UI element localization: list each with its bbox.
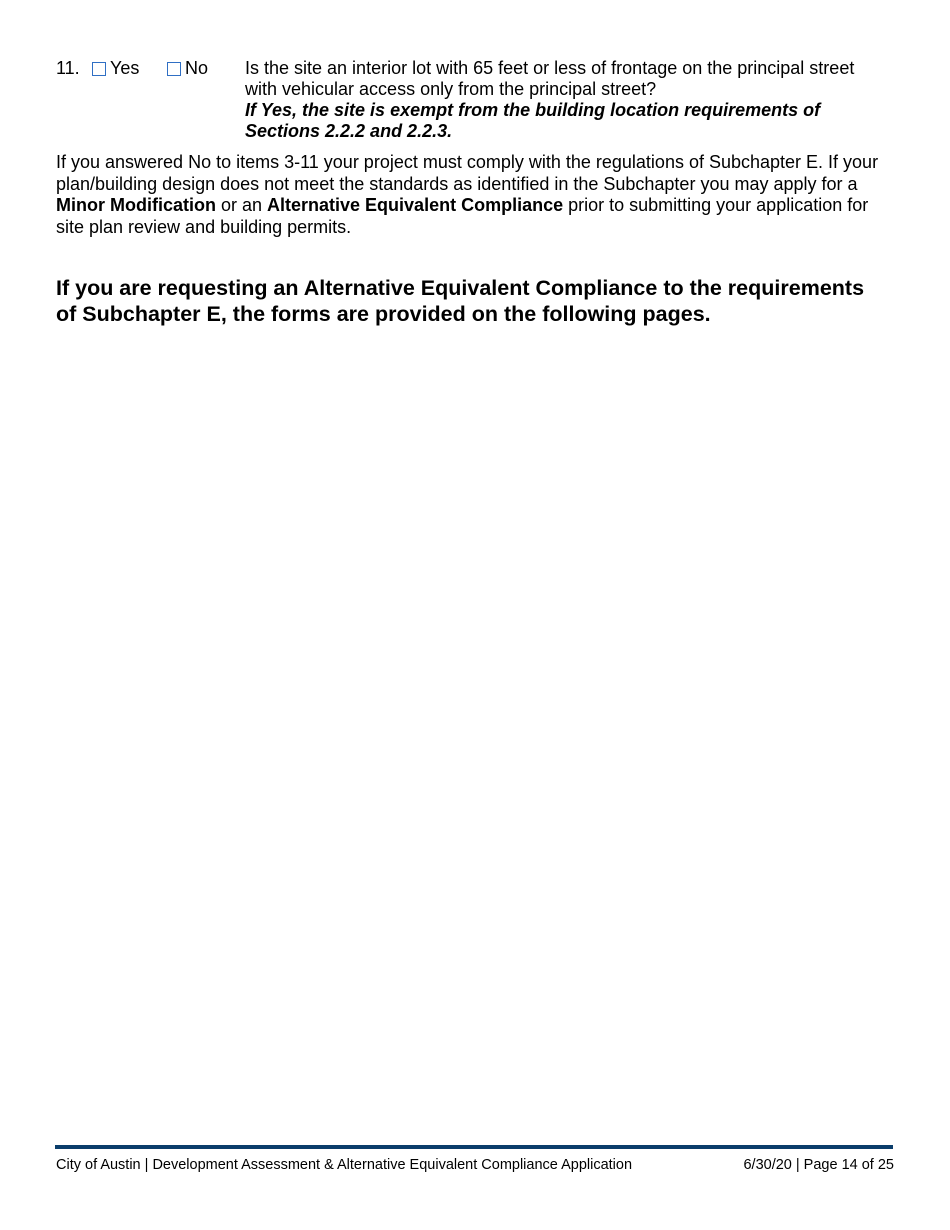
minor-modification-term: Minor Modification [56, 195, 216, 215]
yes-label: Yes [110, 58, 140, 78]
paragraph-part2: or an [215, 195, 268, 215]
question-11 [56, 58, 896, 142]
question-note-line1: If Yes, the site is exempt from the building location requirements of [245, 100, 821, 120]
question-note-line2: Sections 2.2.2 and 2.2.3. [245, 121, 453, 141]
paragraph-part3: prior to submitting your application for site plan review and building permits. [56, 195, 869, 237]
question-text [245, 58, 895, 142]
heading-line2: of Subchapter E, the forms are provided on the following pages. [56, 302, 711, 326]
yes-checkbox[interactable] [92, 62, 106, 76]
no-checkbox[interactable] [167, 62, 181, 76]
no-label: No [185, 58, 209, 78]
yes-option[interactable] [92, 58, 139, 79]
instructions-paragraph [56, 152, 896, 238]
no-option[interactable] [167, 58, 208, 79]
footer-page-info: 6/30/20 | Page 14 of 25 [743, 1157, 894, 1173]
question-note [245, 100, 895, 142]
question-text-line2: with vehicular access only from the principal street? [245, 79, 657, 99]
question-text-line1: Is the site an interior lot with 65 feet or less of frontage on the principal street [245, 58, 855, 78]
question-number: 11. [56, 58, 80, 78]
paragraph-part1: If you answered No to items 3-11 your project must comply with the regulations of Subchapter E. If your plan/building design does not meet the standards as identified in the Subchapter you may apply for a [56, 152, 879, 194]
heading-line1: If you are requesting an Alternative Equivalent Compliance to the requirements [56, 276, 865, 300]
footer-document-title: City of Austin | Development Assessment & Alternative Equivalent Compliance Application [56, 1157, 633, 1173]
aec-term: Alternative Equivalent Compliance [267, 195, 564, 215]
section-heading [56, 275, 906, 327]
footer-divider [55, 1145, 893, 1149]
